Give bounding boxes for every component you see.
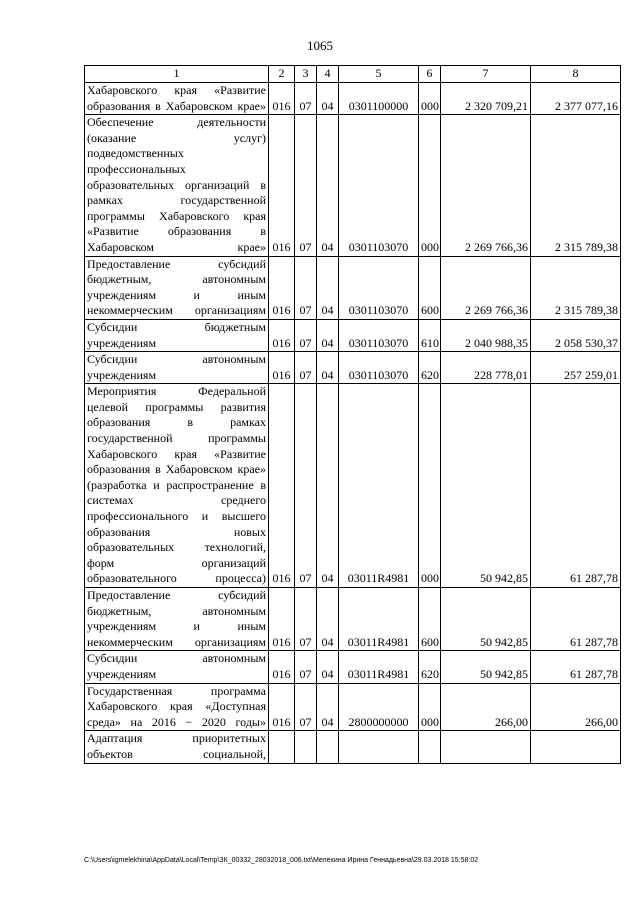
- target-article-cell: 03011R4981: [339, 651, 419, 683]
- expense-type-cell: 000: [419, 83, 441, 115]
- amount-cell: 266,00: [441, 683, 531, 731]
- expense-type-cell: 600: [419, 256, 441, 319]
- section-code-cell: 07: [295, 352, 317, 384]
- amount-cell: 50 942,85: [441, 651, 531, 683]
- row-name-cell: Предоставление субсидий бюджетным, автономным учреждениям и иным некоммерческим организациям: [85, 588, 269, 651]
- row-name-cell: Хабаровского края «Развитие образования в Хабаровском крае»: [85, 83, 269, 115]
- row-name-cell: Субсидии бюджетным учреждениям: [85, 319, 269, 351]
- expense-type-cell: 620: [419, 352, 441, 384]
- row-name-cell: Государственная программа Хабаровского края «Доступная среда» на 2016 − 2020 годы»: [85, 683, 269, 731]
- row-name-cell: Мероприятия Федеральной целевой программы развития образования в рамках государственной программы Хабаровского края «Развитие образования в Хабаровском крае» (разработка и распространение в системах среднего профессионального и высшего образования новых образовательных технологий, форм организаций образовательного процесса): [85, 384, 269, 588]
- subsection-code-cell: 04: [317, 384, 339, 588]
- amount-cell: 61 287,78: [531, 384, 621, 588]
- amount-cell: 2 058 530,37: [531, 319, 621, 351]
- expense-type-cell: [419, 731, 441, 763]
- subsection-code-cell: 04: [317, 319, 339, 351]
- section-code-cell: 07: [295, 588, 317, 651]
- amount-cell: 2 269 766,36: [441, 115, 531, 256]
- section-code-cell: 07: [295, 319, 317, 351]
- section-code-cell: 07: [295, 384, 317, 588]
- amount-cell: 61 287,78: [531, 588, 621, 651]
- table-row: [85, 588, 621, 651]
- ministry-code-cell: 016: [269, 83, 295, 115]
- ministry-code-cell: 016: [269, 651, 295, 683]
- amount-cell: 2 040 988,35: [441, 319, 531, 351]
- amount-cell: 61 287,78: [531, 651, 621, 683]
- target-article-cell: [339, 731, 419, 763]
- section-code-cell: 07: [295, 115, 317, 256]
- section-code-cell: 07: [295, 651, 317, 683]
- subsection-code-cell: 04: [317, 352, 339, 384]
- ministry-code-cell: 016: [269, 683, 295, 731]
- table-row: [85, 83, 621, 115]
- table-row: [85, 651, 621, 683]
- target-article-cell: 03011R4981: [339, 384, 419, 588]
- target-article-cell: 2800000000: [339, 683, 419, 731]
- expense-type-cell: 620: [419, 651, 441, 683]
- ministry-code-cell: 016: [269, 115, 295, 256]
- amount-cell: 2 269 766,36: [441, 256, 531, 319]
- subsection-code-cell: 04: [317, 588, 339, 651]
- amount-cell: 2 315 789,38: [531, 115, 621, 256]
- table-row: [85, 256, 621, 319]
- ministry-code-cell: 016: [269, 256, 295, 319]
- amount-cell: [441, 731, 531, 763]
- amount-cell: 50 942,85: [441, 384, 531, 588]
- amount-cell: 2 320 709,21: [441, 83, 531, 115]
- subsection-code-cell: 04: [317, 115, 339, 256]
- table-row: [85, 115, 621, 256]
- section-code-cell: [295, 731, 317, 763]
- table-row: [85, 683, 621, 731]
- subsection-code-cell: 04: [317, 256, 339, 319]
- row-name-cell: Обеспечение деятельности (оказание услуг) подведомственных профессиональных образовательных организаций в рамках государственной программы Хабаровского края «Развитие образования в Хабаровском крае»: [85, 115, 269, 256]
- amount-cell: 228 778,01: [441, 352, 531, 384]
- target-article-cell: 0301103070: [339, 256, 419, 319]
- section-code-cell: 07: [295, 683, 317, 731]
- ministry-code-cell: 016: [269, 352, 295, 384]
- header-cell: 2: [269, 66, 295, 83]
- expense-type-cell: 000: [419, 115, 441, 256]
- page-number: 1065: [307, 38, 333, 53]
- header-cell: 4: [317, 66, 339, 83]
- ministry-code-cell: 016: [269, 384, 295, 588]
- header-cell: 8: [531, 66, 621, 83]
- amount-cell: [531, 731, 621, 763]
- amount-cell: 50 942,85: [441, 588, 531, 651]
- section-code-cell: 07: [295, 256, 317, 319]
- table-row: [85, 731, 621, 763]
- ministry-code-cell: 016: [269, 319, 295, 351]
- expense-type-cell: 000: [419, 683, 441, 731]
- header-row: [85, 66, 621, 83]
- subsection-code-cell: 04: [317, 83, 339, 115]
- header-cell: 1: [85, 66, 269, 83]
- amount-cell: 257 259,01: [531, 352, 621, 384]
- header-cell: 5: [339, 66, 419, 83]
- row-name-cell: Адаптация приоритетных объектов социальной,: [85, 731, 269, 763]
- expense-type-cell: 600: [419, 588, 441, 651]
- ministry-code-cell: 016: [269, 588, 295, 651]
- section-code-cell: 07: [295, 83, 317, 115]
- budget-table: [84, 65, 621, 764]
- subsection-code-cell: 04: [317, 651, 339, 683]
- table-row: [85, 319, 621, 351]
- table-row: [85, 352, 621, 384]
- table-row: [85, 384, 621, 588]
- amount-cell: 2 315 789,38: [531, 256, 621, 319]
- row-name-cell: Субсидии автономным учреждениям: [85, 352, 269, 384]
- subsection-code-cell: 04: [317, 683, 339, 731]
- amount-cell: 266,00: [531, 683, 621, 731]
- expense-type-cell: 000: [419, 384, 441, 588]
- file-path-footer: C:\Users\igmelekhina\AppData\Local\Temp\ЗК_00332_28032018_006.txt\Мелехина Ирина Геннадьевна\29.03.2018 15:58:02: [84, 857, 479, 864]
- header-cell: 6: [419, 66, 441, 83]
- target-article-cell: 0301103070: [339, 352, 419, 384]
- row-name-cell: Субсидии автономным учреждениям: [85, 651, 269, 683]
- target-article-cell: 03011R4981: [339, 588, 419, 651]
- expense-type-cell: 610: [419, 319, 441, 351]
- amount-cell: 2 377 077,16: [531, 83, 621, 115]
- target-article-cell: 0301100000: [339, 83, 419, 115]
- target-article-cell: 0301103070: [339, 319, 419, 351]
- header-cell: 7: [441, 66, 531, 83]
- ministry-code-cell: [269, 731, 295, 763]
- row-name-cell: Предоставление субсидий бюджетным, автономным учреждениям и иным некоммерческим организациям: [85, 256, 269, 319]
- target-article-cell: 0301103070: [339, 115, 419, 256]
- header-cell: 3: [295, 66, 317, 83]
- subsection-code-cell: [317, 731, 339, 763]
